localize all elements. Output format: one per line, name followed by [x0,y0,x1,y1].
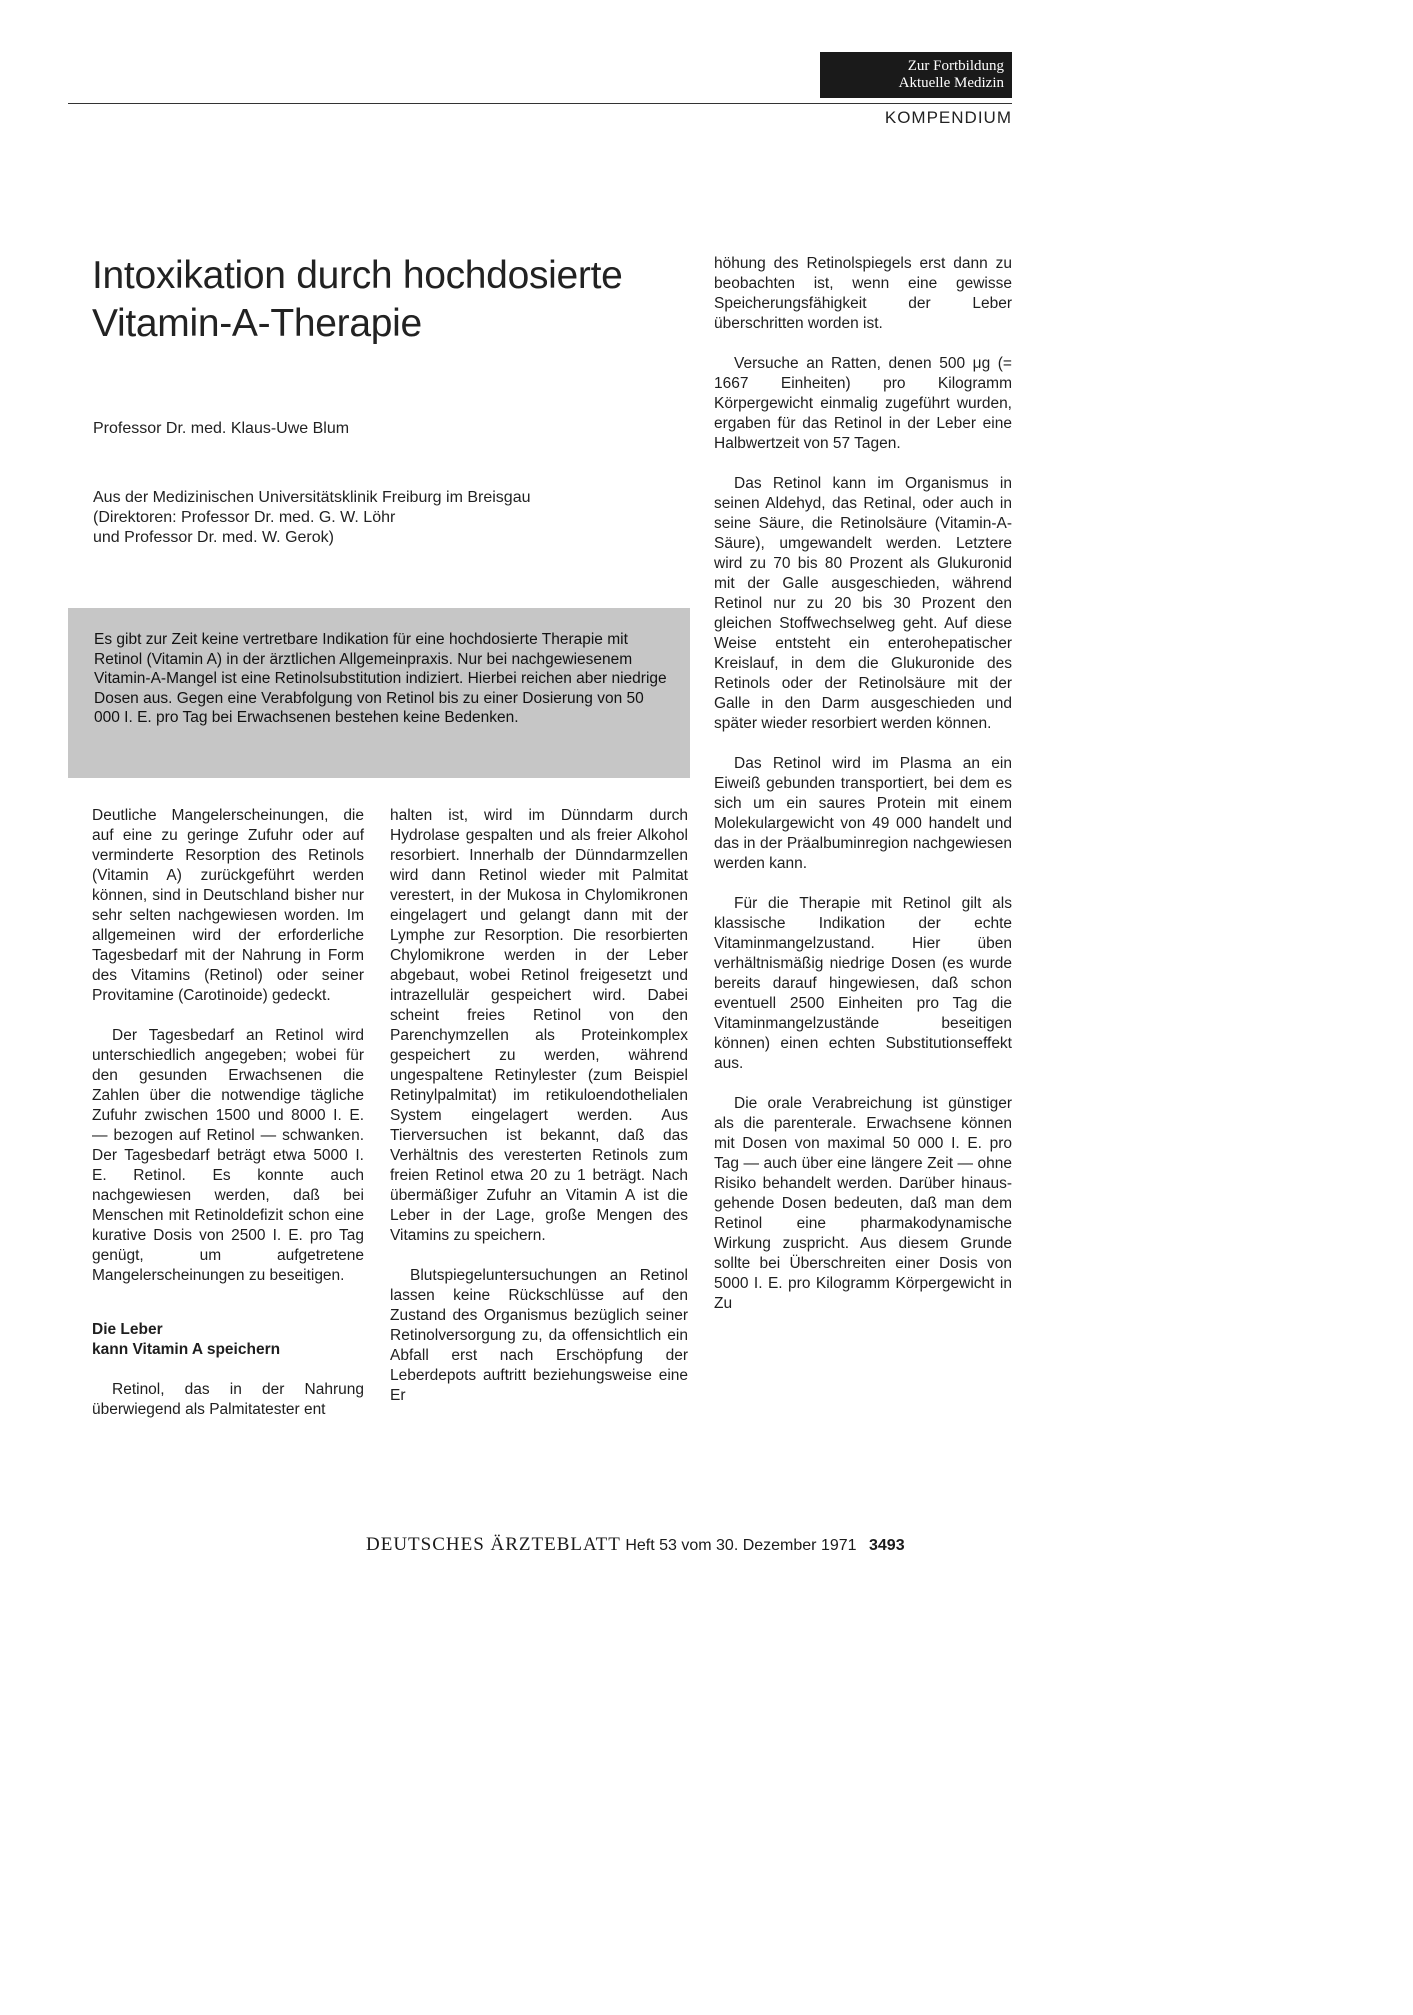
paragraph: Deutliche Mangelerscheinungen, die auf eine zu geringe Zufuhr oder auf verminderte Resorption des Retinols (Vitamin A) zurückgeführt werden können, sind in Deutschland bisher nur sehr selten nachgewiesen worden. Im allgemeinen wird der erforderliche Tagesbedarf mit der Nahrung in Form des Vitamins (Retinol) oder seiner Provitamine (Carotinoide) gedeckt. [92,807,364,1004]
affiliation [93,488,531,548]
paragraph: Für die Therapie mit Retinol gilt als klassische Indikation der echte Vitaminmangelzustand. Hier üben verhältnismäßig niedrige Dosen (es wurde bereits darauf hingewiesen, daß schon eventuell 2500 Einheiten pro Tag die Vitaminmangelzustände beseitigen können) einen echten Substitutionseffekt aus. [714,895,1012,1072]
abstract-text: Es gibt zur Zeit keine vertretbare Indikation für eine hochdosierte Therapie mit Retinol (Vitamin A) in der ärztlichen Allgemeinpraxis. Nur bei nachgewiesenem Vitamin-A-Mangel ist eine Retinolsubstitution indiziert. Hierbei reichen aber niedrige Dosen aus. Gegen eine Verabfolgung von Retinol bis zu einer Dosierung von 50 000 I. E. pro Tag bei Erwachsenen bestehen keine Bedenken. [94,631,667,726]
page-footer [366,1534,1012,1556]
abstract-box [68,608,690,778]
affiliation-line-2: (Direktoren: Professor Dr. med. G. W. Löhr [93,509,396,526]
title-line-1: Intoxikation durch hochdosierte [92,254,623,297]
column-2 [390,806,688,1426]
affiliation-line-1: Aus der Medizinischen Universitätsklinik Freiburg im Breisgau [93,489,531,506]
author: Professor Dr. med. Klaus-Uwe Blum [93,420,350,437]
paragraph: Das Retinol wird im Plasma an ein Eiweiß gebunden transportiert, bei dem es sich um ein saures Protein mit einem Molekulargewicht von 49 000 handelt und das in der Präalbuminregion nachgewiesen werden kann. [714,755,1012,872]
paragraph: Die orale Verabreichung ist günstiger als die parenterale. Erwachsene können mit Dosen von maximal 50 000 I. E. pro Tag — auch über eine längere Zeit — ohne Risiko behandelt werden. Darüber hinausgehende Dosen bedeuten, daß man dem Retinol eine pharmakodynamische Wirkung zuspricht. Aus diesem Grunde sollte bei Überschreiten einer Dosis von 5000 I. E. pro Kilogramm Körpergewicht in Zu [714,1095,1012,1312]
journal-name: DEUTSCHES ÄRZTEBLATT [366,1534,621,1555]
article-title [92,252,702,348]
paragraph: Blutspiegeluntersuchungen an Retinol lassen keine Rückschlüsse auf den Zustand des Organismus bezüglich seiner Retinolversorgung zu, da offensichtlich ein Abfall erst nach Erschöpfung der Leberdepots auftritt beziehungsweise eine Er [390,1267,688,1404]
issue-info: Heft 53 vom 30. Dezember 1971 [625,1537,857,1554]
column-3 [714,254,1012,1334]
paragraph: Retinol, das in der Nahrung überwiegend als Palmitatester ent [92,1381,364,1418]
affiliation-line-3: und Professor Dr. med. W. Gerok) [93,529,334,546]
section-heading [92,1320,364,1360]
paragraph: Versuche an Ratten, denen 500 μg (= 1667 Einheiten) pro Kilogramm Körpergewicht einmalig zugeführt wurden, ergaben für das Retinol in der Leber eine Halbwertzeit von 57 Tagen. [714,355,1012,452]
title-line-2: Vitamin-A-Therapie [92,302,422,345]
paragraph: höhung des Retinolspiegels erst dann zu beobachten ist, wenn eine gewisse Speicherungsfähigkeit der Leber überschritten worden ist. [714,255,1012,332]
header-rule [68,103,1012,104]
section-label: KOMPENDIUM [884,108,1012,127]
badge-line-1: Zur Fortbildung [907,58,1004,74]
heading-line-1: Die Leber [92,1321,163,1338]
heading-line-2: kann Vitamin A speichern [92,1341,281,1358]
paragraph: Der Tagesbedarf an Retinol wird unterschiedlich angegeben; wobei für den gesunden Erwachsenen die Zahlen über die notwendige tägliche Zufuhr zwischen 1500 und 8000 I. E. — bezogen auf Retinol — schwanken. Der Tagesbedarf beträgt etwa 5000 I. E. Retinol. Es konnte auch nachgewiesen werden, daß bei Menschen mit Retinoldefizit schon eine kurative Dosis von 2500 I. E. pro Tag genügt, um aufgetretene Mangelerscheinungen zu beseitigen. [92,1027,364,1284]
paragraph: Das Retinol kann im Organismus in seinen Aldehyd, das Retinal, oder auch in seine Säure, die Retinolsäure (Vitamin-A-Säure), umgewandelt werden. Letztere wird zu 70 bis 80 Prozent als Glukuronid mit der Galle ausgeschieden, während Retinol nur zu 20 bis 30 Prozent den gleichen Stoffwechselweg geht. Auf diese Weise entsteht ein enterohepatischer Kreislauf, in dem die Glukuronide des Retinols oder der Retinolsäure mit der Galle in den Darm ausgeschieden und später wieder resorbiert werden können. [714,475,1012,732]
badge-line-2: Aktuelle Medizin [898,75,1004,91]
paragraph: halten ist, wird im Dünndarm durch Hydrolase gespalten und als freier Alkohol resorbiert. Innerhalb der Dünndarmzellen wird dann Retinol wieder mit Palmitat verestert, in der Mukosa in Chylomikronen eingelagert und gelangt dann mit der Lymphe zur Resorption. Die resorbierten Chylomikrone werden in der Leber abgebaut, wobei Retinol freigesetzt und intrazellulär gespeichert wird. Dabei scheint freies Retinol von den Parenchymzellen als Proteinkomplex gespeichert zu werden, während ungespaltene Retinylester (zum Beispiel Retinylpalmitat) im retikuloendothelialen System eingelagert werden. Aus Tierversuchen ist bekannt, daß das Verhältnis des veresterten Retinols zum freien Retinol etwa 20 zu 1 beträgt. Nach übermäßiger Zufuhr an Vitamin A ist die Leber in der Lage, große Mengen des Vitamins zu speichern. [390,807,688,1244]
column-1 [92,806,364,1440]
section-badge [820,52,1012,98]
page-number: 3493 [869,1537,905,1554]
